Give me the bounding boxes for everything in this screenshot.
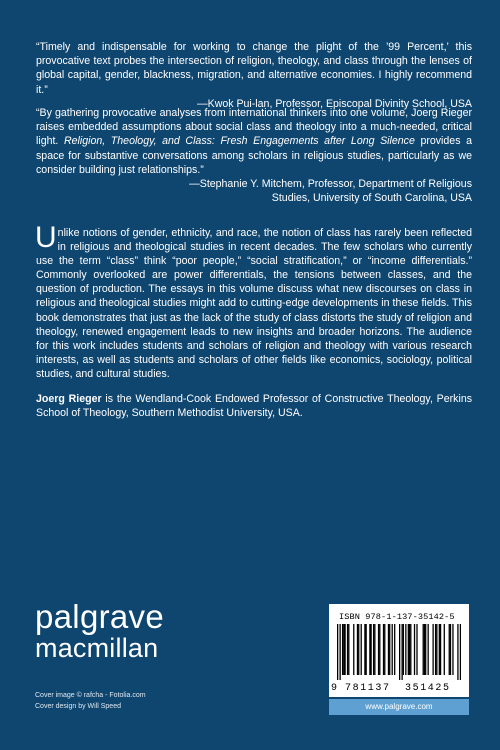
author-bio-text: is the Wendland-Cook Endowed Professor of Constructive Theology, Perkins School of Theology, Southern Methodist University, USA. <box>36 393 473 420</box>
barcode-digits-right: 351425 <box>405 683 451 694</box>
publisher-logo-line1: palgrave <box>35 598 164 635</box>
barcode-bar <box>425 624 426 675</box>
barcode-bar <box>384 624 385 675</box>
author-bio <box>36 392 472 420</box>
description-text: nlike notions of gender, ethnicity, and race, the notion of class has rarely been reflected in religious and theological studies in recent decades. The few scholars who currently use the term “class” think “poor people,” “social stratification,” or “income differentials.” Commonly overlooked are power differentials, the tensions between classes, and the question of production. The essays in this volume discuss what new discourses on class in religious and theological studies might add to cutting-edge developments in these fields. This book demonstrates that just as the lack of the study of class distorts the study of religion and theology, renewed engagement leads to new insights and broader horizons. The audience for this work includes students and scholars of religion and theology with various research interests, as well as students and scholars of other fields like economics, sociology, political studies, and cultural studies. <box>36 227 472 380</box>
barcode-digit-first: 9 <box>331 683 338 694</box>
barcode-bar <box>347 624 348 675</box>
quote-2-text-before: “By gathering provocative analyses from international thinkers into one volume, Joerg Rieger raises embedded assumptions about social class and theology into a much-needed, critical light. <box>36 107 472 148</box>
barcode-bar <box>370 624 371 675</box>
quote-2-attribution-line2: Studies, University of South Carolina, USA <box>271 192 472 205</box>
author-name: Joerg Rieger <box>36 393 102 405</box>
barcode-bar <box>364 624 365 675</box>
barcode-bar <box>374 624 375 675</box>
barcode-bar <box>452 624 453 675</box>
endorsement-quote-2 <box>36 106 472 205</box>
barcode-digits-left: 781137 <box>345 683 391 694</box>
isbn-label: ISBN 978-1-137-35142-5 <box>339 612 455 622</box>
drop-cap: U <box>35 221 57 254</box>
quote-1-attribution: —Kwok Pui-lan, Professor, Episcopal Divinity School, USA <box>197 97 472 110</box>
barcode-bar <box>378 624 379 675</box>
barcode-bar <box>342 624 343 675</box>
barcode-bar <box>353 624 354 675</box>
barcode-bar <box>388 624 389 675</box>
quote-1-text: “Timely and indispensable for working to change the plight of the ’99 Percent,’ this provocative text probes the intersection of religion, theology, and class through the lenses of global capital, gender, blackness, migration, and alternative economies. I highly recommend it.” <box>36 41 472 96</box>
barcode-bar <box>366 624 367 675</box>
quote-2-text <box>36 106 472 177</box>
barcode-bar <box>369 624 370 675</box>
publisher-url[interactable]: www.palgrave.com <box>329 699 469 715</box>
isbn-barcode <box>329 604 469 697</box>
barcode-bar <box>358 624 359 675</box>
barcode-bar <box>414 624 415 675</box>
barcode-bar <box>424 624 425 675</box>
cover-design-credit: Cover design by Will Speed <box>35 703 121 710</box>
barcode-bars <box>337 624 461 680</box>
barcode-bar <box>373 624 374 675</box>
barcode-bar <box>450 624 451 675</box>
cover-credits <box>35 690 146 712</box>
barcode-bar <box>409 624 410 675</box>
barcode-bar <box>457 624 458 680</box>
barcode-bar <box>439 624 440 675</box>
book-description <box>35 221 472 381</box>
quote-2-book-title: Religion, Theology, and Class: Fresh Engagements after Long Silence <box>63 135 415 148</box>
barcode-bar <box>403 624 404 675</box>
endorsement-quote-1 <box>36 40 472 111</box>
barcode-bar <box>401 624 402 680</box>
publisher-logo <box>35 600 164 662</box>
barcode-bar <box>348 624 349 675</box>
barcode-bar <box>432 624 433 675</box>
publisher-logo-line2: macmillan <box>35 633 159 663</box>
barcode-bar <box>357 624 358 675</box>
barcode-bar <box>435 624 436 675</box>
barcode-bar <box>440 624 441 675</box>
barcode-bar <box>410 624 411 675</box>
barcode-bar <box>399 624 400 680</box>
quote-2-text-after: provides a space for substantive conversations among scholars in religious studies, particularly as we consider building just relationships.” <box>36 135 472 176</box>
barcode-bar <box>428 624 429 675</box>
barcode-bar <box>444 624 445 675</box>
barcode-bar <box>460 624 461 680</box>
barcode-bar <box>379 624 380 675</box>
barcode-bar <box>408 624 409 675</box>
barcode-bar <box>344 624 345 675</box>
cover-image-credit: Cover image © rafcha - Fotolia.com <box>35 692 146 699</box>
barcode-bar <box>405 624 406 675</box>
barcode-bar <box>337 624 338 680</box>
barcode-bar <box>416 624 417 675</box>
barcode-bar <box>389 624 390 675</box>
barcode-bar <box>436 624 437 675</box>
barcode-bar <box>449 624 450 675</box>
barcode-bar <box>423 624 424 675</box>
barcode-bar <box>392 624 393 675</box>
barcode-bar <box>383 624 384 675</box>
barcode-bar <box>339 624 340 680</box>
quote-2-attribution-line1: —Stephanie Y. Mitchem, Professor, Department of Religious <box>189 178 472 191</box>
barcode-bar <box>343 624 344 675</box>
barcode-bar <box>361 624 362 675</box>
barcode-bar <box>394 624 395 675</box>
